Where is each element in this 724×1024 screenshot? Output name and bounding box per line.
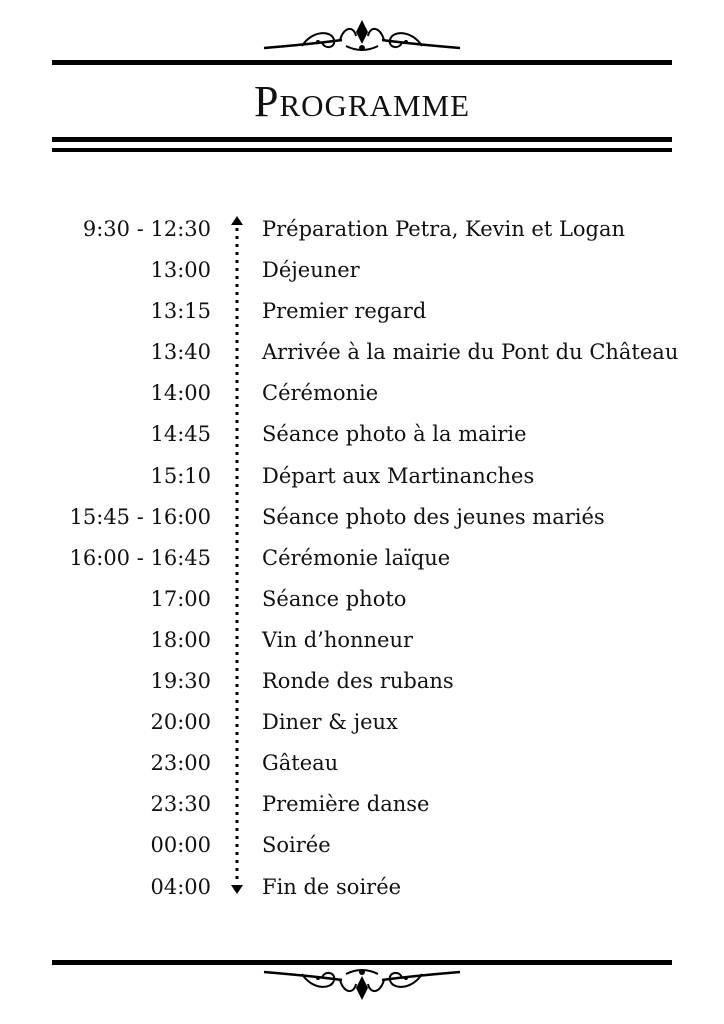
schedule-time: 15:45 - 16:00 <box>69 504 211 529</box>
schedule-row <box>0 208 724 249</box>
schedule-time: 14:45 <box>150 422 211 447</box>
schedule-time: 13:40 <box>150 340 211 365</box>
schedule-event: Déjeuner <box>262 258 360 283</box>
schedule-row <box>0 455 724 496</box>
schedule-row <box>0 619 724 660</box>
schedule-row <box>0 249 724 290</box>
schedule-time: 17:00 <box>150 586 211 611</box>
schedule-time: 16:00 - 16:45 <box>69 545 211 570</box>
page-title: Programme <box>253 77 471 126</box>
schedule-event: Premier regard <box>262 299 427 324</box>
bottom-flourish-ornament <box>262 964 462 1004</box>
schedule-time: 23:30 <box>150 792 211 817</box>
schedule-row <box>0 331 724 372</box>
schedule-row <box>0 701 724 742</box>
schedule-row <box>0 824 724 865</box>
schedule-event: Ronde des rubans <box>262 669 454 694</box>
schedule-time: 19:30 <box>150 669 211 694</box>
schedule-event: Gâteau <box>262 751 339 776</box>
schedule-time: 14:00 <box>150 381 211 406</box>
schedule-event: Fin de soirée <box>262 874 402 899</box>
schedule-row <box>0 290 724 331</box>
schedule-event: Diner & jeux <box>262 710 398 735</box>
schedule-event: Préparation Petra, Kevin et Logan <box>262 217 626 241</box>
schedule-time: 15:10 <box>150 463 211 488</box>
top-flourish-ornament <box>262 16 462 56</box>
schedule-time: 00:00 <box>150 833 211 858</box>
schedule-time: 18:00 <box>150 627 211 652</box>
schedule-time: 23:00 <box>150 751 211 776</box>
schedule-time: 9:30 - 12:30 <box>82 217 211 241</box>
schedule-row <box>0 537 724 578</box>
schedule-row <box>0 413 724 454</box>
schedule-row <box>0 660 724 701</box>
schedule-row <box>0 866 724 907</box>
title-double-rule-upper <box>52 137 672 142</box>
schedule-event: Séance photo <box>262 586 407 611</box>
schedule-row <box>0 742 724 783</box>
schedule-time: 20:00 <box>150 710 211 735</box>
schedule-event: Séance photo à la mairie <box>262 422 527 447</box>
schedule-time: 04:00 <box>150 874 211 899</box>
schedule-event: Cérémonie <box>262 381 379 406</box>
schedule-event: Départ aux Martinanches <box>262 463 535 488</box>
schedule-time: 13:00 <box>150 258 211 283</box>
schedule-row <box>0 496 724 537</box>
title-double-rule-lower <box>52 148 672 152</box>
schedule-event: Soirée <box>262 833 331 858</box>
schedule-event: Vin d’honneur <box>262 627 414 652</box>
schedule-row <box>0 783 724 824</box>
schedule-row <box>0 372 724 413</box>
schedule-event: Cérémonie laïque <box>262 545 451 570</box>
schedule-event: Première danse <box>262 792 430 817</box>
schedule-event: Séance photo des jeunes mariés <box>262 504 605 529</box>
top-rule <box>52 60 672 65</box>
schedule-list <box>0 208 724 907</box>
schedule-time: 13:15 <box>150 299 211 324</box>
schedule-event: Arrivée à la mairie du Pont du Château <box>262 340 679 365</box>
schedule-row <box>0 578 724 619</box>
